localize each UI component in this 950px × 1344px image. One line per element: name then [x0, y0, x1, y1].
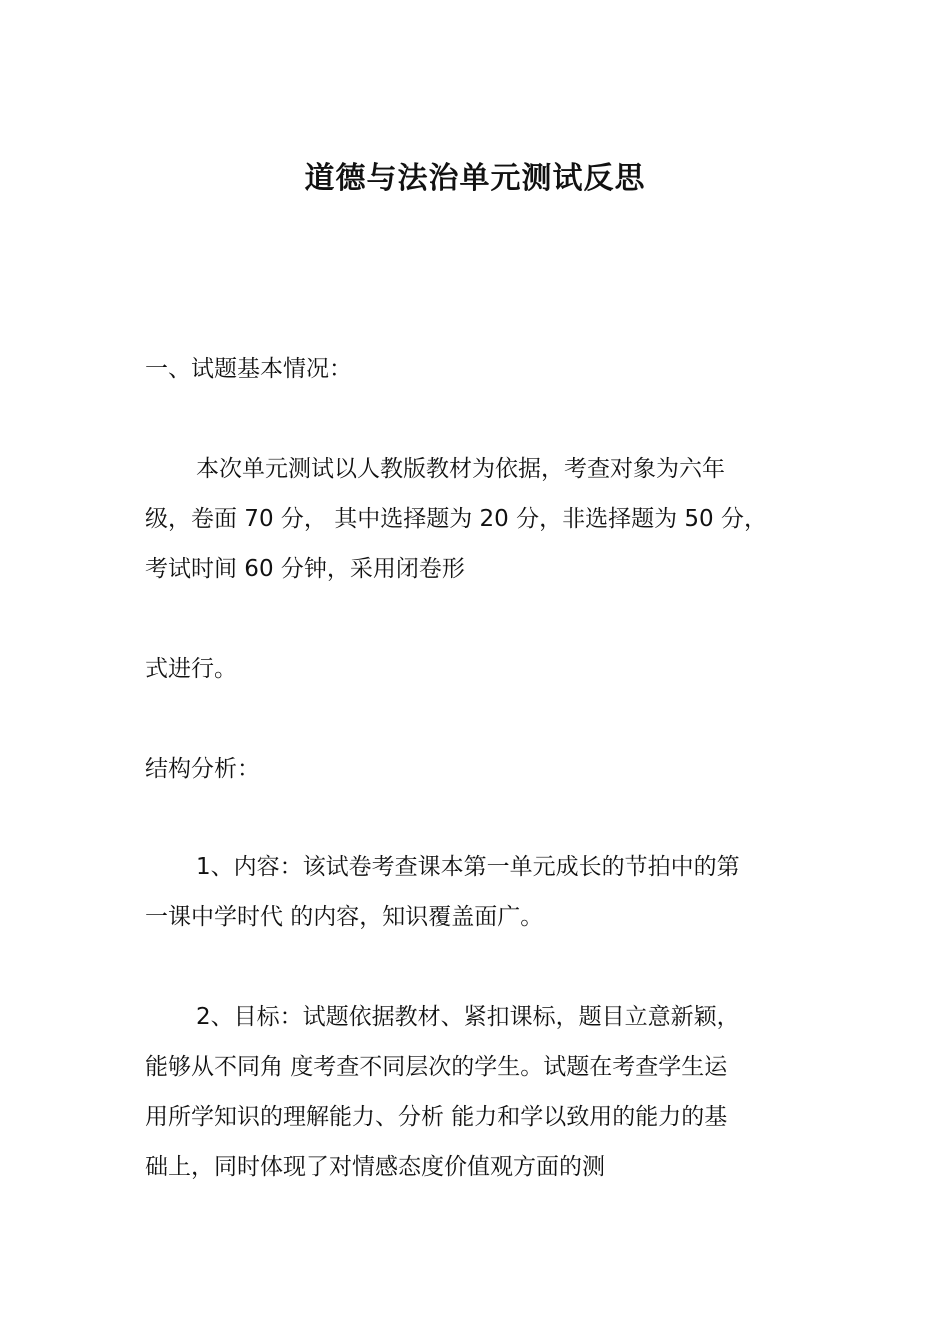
paragraph-line: 用所学知识的理解能力、分析 能力和学以致用的能力的基 [145, 1104, 728, 1130]
paragraph-line: 础上，同时体现了对情感态度价值观方面的测 [145, 1154, 605, 1180]
paragraph-line: 1、内容：该试卷考查课本第一单元成长的节拍中的第 [196, 854, 740, 880]
paragraph-line: 级，卷面 70 分， 其中选择题为 20 分，非选择题为 50 分， [145, 506, 767, 532]
section-heading-basic-info [145, 344, 810, 394]
paragraph-line: 一课中学时代 的内容，知识覆盖面广。 [145, 904, 544, 930]
analysis-item-content [145, 842, 810, 942]
structure-analysis-heading [145, 744, 810, 794]
paragraph-line: 本次单元测试以人教版教材为依据，考查对象为六年 [196, 456, 725, 482]
paragraph-basic-info [145, 444, 810, 594]
document-title: 道德与法治单元测试反思 [304, 161, 646, 196]
section-heading-text: 结构分析： [145, 756, 260, 782]
section-heading-text: 一、试题基本情况： [145, 356, 352, 382]
paragraph-continuation [145, 644, 810, 694]
paragraph-line: 2、目标：试题依据教材、紧扣课标，题目立意新颖， [196, 1004, 740, 1030]
paragraph-line: 能够从不同角 度考查不同层次的学生。试题在考查学生运 [145, 1054, 728, 1080]
analysis-item-objective [145, 992, 810, 1192]
paragraph-line: 式进行。 [145, 656, 237, 682]
paragraph-line: 考试时间 60 分钟，采用闭卷形 [145, 556, 465, 582]
